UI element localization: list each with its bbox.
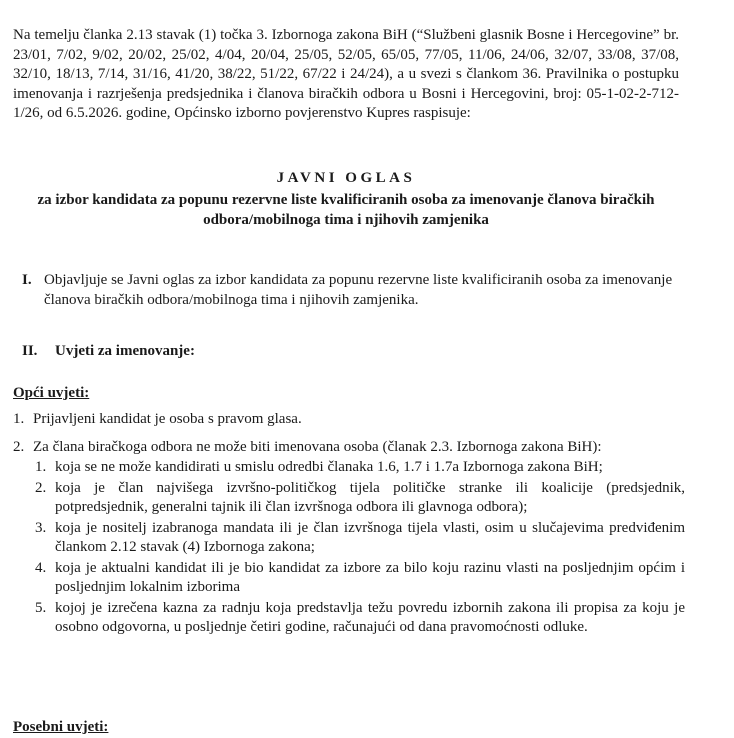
- list-item: [13, 438, 685, 458]
- document-title: JAVNI OGLAS: [276, 170, 416, 186]
- sub-list-item-number: 2.: [35, 479, 47, 496]
- sub-list-item: [35, 519, 685, 558]
- sub-list-item: [35, 599, 685, 638]
- general-conditions-list: [13, 410, 685, 639]
- sub-list-item-number: 5.: [35, 599, 47, 616]
- sub-list-item-number: 1.: [35, 459, 47, 475]
- special-conditions-heading: Posebni uvjeti:: [13, 719, 109, 735]
- sub-list-item: [35, 479, 685, 518]
- sub-list-item: [35, 458, 685, 478]
- sub-list-item-text: koja se ne može kandidirati u smislu odredbi članaka 1.6, 1.7 i 1.7a Izbornoga zakona BiH;: [55, 459, 603, 475]
- section-one-text: Objavljuje se Javni oglas za izbor kandidata za popunu rezervne liste kvalificiranih osoba za imenovanje članova biračkih odbora/mobilnoga tima i njihovih zamjenika.: [44, 272, 673, 308]
- sub-list-item-number: 3.: [35, 519, 47, 536]
- list-item-text: Za člana biračkoga odbora ne može biti imenovana osoba (članak 2.3. Izbornoga zakona BiH):: [33, 438, 602, 455]
- list-item-number: 2.: [13, 438, 25, 455]
- sub-list-item-text: kojoj je izrečena kazna za radnju koja predstavlja težu povredu izbornih zakona ili propisa za koju je osobno odgovorna, u posljednje četiri godine, računajući od dana pravomoćnosti odluke.: [55, 599, 685, 635]
- list-item-number: 1.: [13, 411, 25, 427]
- sub-list-item: [35, 559, 685, 598]
- list-item-text: Prijavljeni kandidat je osoba s pravom glasa.: [33, 411, 302, 427]
- list-item: [13, 410, 685, 430]
- sub-list-item-text: koja je član najvišega izvršno-političkog tijela političke stranke ili koalicije (predsjednik, potpredsjednik, generalni tajnik ili član izvršnoga odbora ili glavnoga odbora);: [55, 479, 685, 515]
- section-two-number: II.: [22, 343, 38, 359]
- intro-paragraph: Na temelju članka 2.13 stavak (1) točka 3. Izbornoga zakona BiH (“Službeni glasnik Bosne i Hercegovine” br. 23/01, 7/02, 9/02, 20/02, 25/02, 4/04, 20/04, 25/05, 52/05, 65/05, 77/05, 11/06, 24/06, 32/07, 33/08, 37/08, 32/10, 18/13, 7/14, 31/16, 41/20, 38/22, 51/22, 67/22 i 24/24), a u svezi s člankom 36. Pravilnika o postupku imenovanja i razrješenja predsjednika i članova biračkih odbora u Bosni i Hercegovini, broj: 05-1-02-2-712-1/26, od 6.5.2026. godine, Općinsko izborno povjerenstvo Kupres raspisuje:: [13, 27, 679, 121]
- document-subtitle: za izbor kandidata za popunu rezervne liste kvalificiranih osoba za imenovanje članova biračkih odbora/mobilnoga tima i njihovih zamjenika: [37, 192, 655, 228]
- title-block: [0, 168, 692, 230]
- section-two-text: Uvjeti za imenovanje:: [55, 343, 195, 359]
- sub-list-item-text: koja je aktualni kandidat ili je bio kandidat za izbore za bilo koju razinu vlasti na posljednjim općim i posljednjim lokalnim izborima: [55, 559, 685, 595]
- sub-list-item-text: koja je nositelj izabranoga mandata ili je član izvršnoga tijela vlasti, osim u slučajevima predviđenim člankom 2.12 stavak (4) Izbornoga zakona;: [55, 519, 685, 555]
- section-one-number: I.: [22, 272, 32, 288]
- sub-list-item-number: 4.: [35, 559, 47, 576]
- section-two-heading: [22, 342, 195, 362]
- general-conditions-heading: Opći uvjeti:: [13, 385, 90, 401]
- section-one: [22, 271, 685, 310]
- sub-list: [35, 458, 685, 638]
